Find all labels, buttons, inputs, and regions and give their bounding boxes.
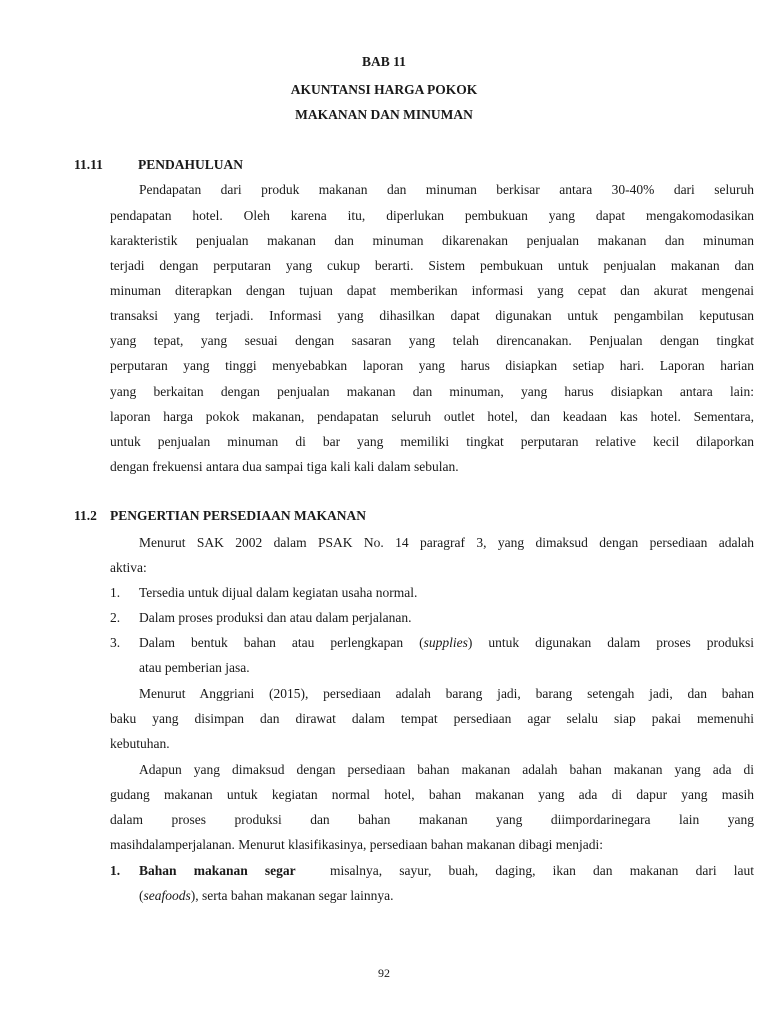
section2-number: 11.2: [74, 508, 97, 523]
section2-heading: [74, 508, 366, 524]
list-marker: 2.: [110, 610, 121, 625]
paragraph-line: laporan harga pokok makanan, pendapatan seluruh outlet hotel, dan keadaan kas hotel. Sementara,: [110, 409, 754, 424]
paragraph-line: dalam proses produksi dan bahan makanan yang diimpordarinegara lain yang: [110, 812, 754, 827]
section1-title: PENDAHULUAN: [138, 157, 244, 172]
chapter-number: BAB 11: [362, 54, 406, 69]
list-text-line2-italic: seafoods: [143, 888, 191, 903]
list-text-bold: Bahan makanan segar: [139, 863, 296, 878]
section2-intro-line2: aktiva:: [110, 560, 147, 575]
list-marker: 1.: [110, 585, 121, 600]
paragraph-line: transaksi yang terjadi. Informasi yang dihasilkan dapat digunakan untuk pengambilan keputusan: [110, 308, 754, 323]
list-text-rest: misalnya, sayur, buah, daging, ikan dan makanan dari laut: [330, 863, 754, 878]
section1-number: 11.11: [74, 157, 103, 172]
list-text-line2: [139, 887, 394, 905]
paragraph-line: dengan frekuensi antara dua sampai tiga kali kali dalam sebulan.: [110, 459, 459, 474]
paragraph-line: perputaran yang tinggi menyebabkan laporan yang harus disiapkan setiap hari. Laporan harian: [110, 358, 754, 373]
list-text-italic: supplies: [423, 635, 468, 650]
list-text: Tersedia untuk dijual dalam kegiatan usaha normal.: [139, 585, 418, 600]
paragraph-line: gudang makanan untuk kegiatan normal hotel, bahan makanan yang ada di dapur yang masih: [110, 787, 754, 802]
paragraph-line: Adapun yang dimaksud dengan persediaan bahan makanan adalah bahan makanan yang ada di: [139, 762, 754, 777]
paragraph-line: yang tepat, yang sesuai dengan sasaran yang telah direncanakan. Penjualan dengan tingkat: [110, 333, 754, 348]
chapter-title-line2: MAKANAN DAN MINUMAN: [295, 107, 473, 122]
list-text: Dalam proses produksi dan atau dalam perjalanan.: [139, 610, 412, 625]
chapter-title-line1: AKUNTANSI HARGA POKOK: [290, 82, 478, 97]
list-text-line2-rest: ), serta bahan makanan segar lainnya.: [190, 888, 394, 903]
list-marker: 3.: [110, 635, 121, 650]
paragraph-line: Menurut Anggriani (2015), persediaan adalah barang jadi, barang setengah jadi, dan bahan: [139, 686, 754, 701]
list-text-line2: atau pemberian jasa.: [139, 660, 250, 675]
paragraph-line: terjadi dengan perputaran yang cukup berarti. Sistem pembukuan untuk penjualan makanan dan: [110, 258, 754, 273]
list-text: [139, 634, 754, 652]
list-text: [139, 862, 754, 880]
page-number: 92: [378, 966, 390, 980]
list-text-after: ) untuk digunakan dalam proses produksi: [467, 635, 754, 650]
section1-heading: [74, 157, 243, 173]
paragraph-line: masihdalamperjalanan. Menurut klasifikasinya, persediaan bahan makanan dibagi menjadi:: [110, 837, 603, 852]
list-text-before: Dalam bentuk bahan atau perlengkapan (: [139, 635, 424, 650]
list-text-line2-open: (: [139, 888, 144, 903]
paragraph-line: karakteristik penjualan makanan dan minuman dikarenakan penjualan makanan dan minuman: [110, 233, 754, 248]
paragraph-line: yang berkaitan dengan penjualan makanan dan minuman, yang harus disiapkan antara lain:: [110, 384, 754, 399]
paragraph-line: pendapatan hotel. Oleh karena itu, diperlukan pembukuan yang dapat mengakomodasikan: [110, 208, 754, 223]
paragraph-line: kebutuhan.: [110, 736, 170, 751]
paragraph-line: untuk penjualan minuman di bar yang memiliki tingkat perputaran relative kecil dilaporkan: [110, 434, 754, 449]
section2-title: PENGERTIAN PERSEDIAAN MAKANAN: [110, 508, 367, 523]
paragraph-line: baku yang disimpan dan dirawat dalam tempat persediaan agar selalu siap pakai memenuhi: [110, 711, 754, 726]
paragraph-line: minuman diterapkan dengan tujuan dapat memberikan informasi yang cepat dan akurat mengenai: [110, 283, 754, 298]
list-marker: 1.: [110, 863, 121, 878]
section2-intro-line1: Menurut SAK 2002 dalam PSAK No. 14 paragraf 3, yang dimaksud dengan persediaan adalah: [139, 535, 754, 550]
paragraph-line: Pendapatan dari produk makanan dan minuman berkisar antara 30-40% dari seluruh: [139, 182, 754, 197]
